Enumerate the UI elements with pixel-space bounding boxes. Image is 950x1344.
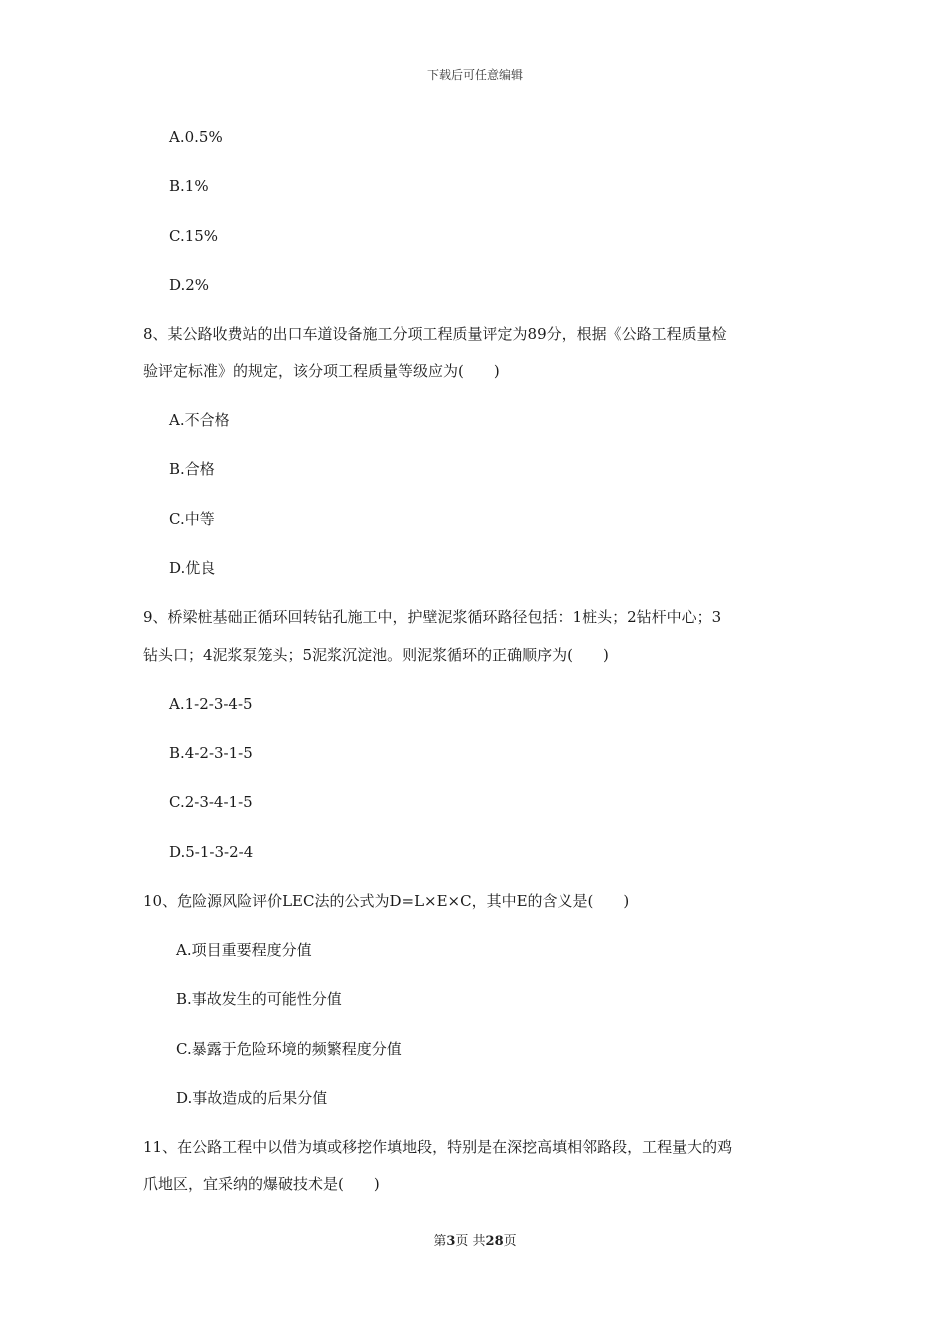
q11-stem-line-2: 爪地区，宜采纳的爆破技术是( ) [143,1175,380,1193]
footer-prefix: 第 [433,1234,447,1249]
q8-option-b: B.合格 [169,460,215,478]
q8-stem-line-1: 8、某公路收费站的出口车道设备施工分项工程质量评定为89分，根据《公路工程质量检 [143,325,727,343]
q10-stem-line-1: 10、危险源风险评价LEC法的公式为D=L×E×C，其中E的含义是( ) [143,892,630,910]
q7-option-b: B.1% [169,177,209,195]
q9-stem-line-1: 9、桥梁桩基础正循环回转钻孔施工中，护壁泥浆循环路径包括：1桩头；2钻杆中心；3 [143,608,722,626]
q8-stem-line-2: 验评定标准》的规定，该分项工程质量等级应为( ) [143,362,500,380]
footer-total-pages: 28 [485,1234,504,1249]
q9-stem-line-2: 钻头口；4泥浆泵笼头；5泥浆沉淀池。则泥浆循环的正确顺序为( ) [143,646,609,664]
footer-suffix: 页 [503,1234,517,1249]
q10-option-a: A.项目重要程度分值 [176,941,312,959]
q10-option-c: C.暴露于危险环境的频繁程度分值 [176,1040,402,1058]
q9-option-d: D.5-1-3-2-4 [169,843,254,861]
q7-option-d: D.2% [169,276,210,294]
footer-page-number: 3 [446,1234,456,1249]
q7-option-a: A.0.5% [169,128,223,146]
q8-option-a: A.不合格 [169,411,230,429]
q10-option-b: B.事故发生的可能性分值 [176,990,342,1008]
q8-option-c: C.中等 [169,510,215,528]
q9-option-a: A.1-2-3-4-5 [169,695,253,713]
q9-option-b: B.4-2-3-1-5 [169,744,253,762]
q7-option-c: C.15% [169,227,219,245]
q9-option-c: C.2-3-4-1-5 [169,793,253,811]
page-footer [0,1230,950,1249]
footer-mid: 页 共 [455,1234,486,1249]
q10-option-d: D.事故造成的后果分值 [176,1089,328,1107]
q8-option-d: D.优良 [169,559,216,577]
page-header: 下载后可任意编辑 [426,68,523,82]
q11-stem-line-1: 11、在公路工程中以借为填或移挖作填地段，特别是在深挖高填相邻路段，工程量大的鸡 [143,1138,733,1156]
